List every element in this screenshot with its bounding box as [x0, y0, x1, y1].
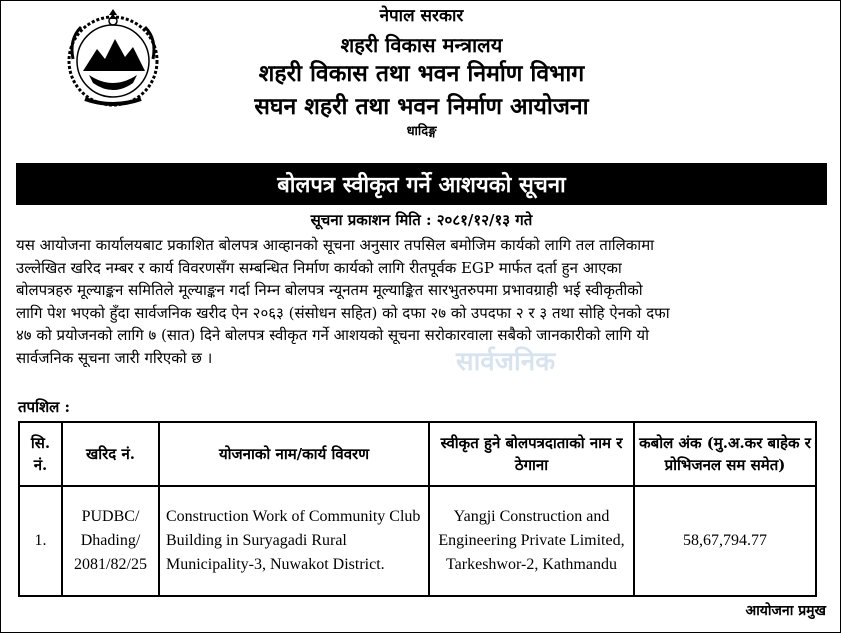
- ministry-title: शहरी विकास मन्त्रालय: [340, 33, 503, 57]
- project-title: सघन शहरी तथा भवन निर्माण आयोजना: [254, 93, 589, 120]
- header-work-name: योजनाको नाम/कार्य विवरण: [159, 422, 429, 486]
- notice-body-line: लागि पेश भएको हुँदा सार्वजनिक खरीद ऐन २०६३ (संसोधन सहित) को दफा २७ को उपदफा २ र ३ तथा सोहि ऐनको दफा: [16, 303, 670, 322]
- notice-body: [16, 234, 827, 369]
- notice-body-line: बोलपत्रहरु मूल्याङ्कन समितिले मूल्याङ्कन गर्दा निम्न बोलपत्र न्यूनतम मूल्याङ्कित सारभुतरुपमा प्रभावग्राही भई स्वीकृतीको: [16, 281, 643, 299]
- notice-body-line: सार्वजनिक सूचना जारी गरिएको छ ।: [16, 348, 213, 367]
- header-bid-amount: कबोल अंक (मु.अ.कर बाहेक र प्रोभिजनल सम समेत): [634, 422, 816, 486]
- details-label: तपशिल :: [18, 398, 71, 416]
- header-bidder: स्वीकृत हुने बोलपत्रदाताको नाम र ठेगाना: [429, 422, 634, 486]
- cell-procurement-no: PUDBC/ Dhading/ 2081/82/25: [62, 486, 159, 596]
- table-header-row: [19, 422, 816, 486]
- cell-work-name: Construction Work of Community Club Building in Suryagadi Rural Municipality-3, Nuwakot District.: [159, 486, 429, 596]
- tender-table: [18, 421, 817, 597]
- cell-serial-no: 1.: [19, 486, 62, 596]
- cell-bid-amount: 58,67,794.77: [634, 486, 816, 596]
- publication-date: सूचना प्रकाशन मिति : २०८१/१२/१३ गते: [310, 211, 533, 229]
- notice-title: बोलपत्र स्वीकृत गर्ने आशयको सूचना: [277, 172, 566, 198]
- government-title: नेपाल सरकार: [379, 6, 464, 26]
- notice-body-line: ४७ को प्रयोजनको लागि ७ (सात) दिने बोलपत्र स्वीकृत गर्ने आशयको सूचना सरोकारवाला सबैको जानकारीको लागि यो: [16, 326, 649, 344]
- department-title: शहरी विकास तथा भवन निर्माण विभाग: [258, 60, 585, 87]
- notice-title-banner: [16, 163, 827, 205]
- notice-body-line: उल्लेखित खरिद नम्बर र कार्य विवरणसँग सम्बन्धित निर्माण कार्यको लागि रीतपूर्वक EGP मार्फत दर्ता हुन आएका: [16, 258, 622, 277]
- cell-bidder: Yangji Construction and Engineering Private Limited, Tarkeshwor-2, Kathmandu: [429, 486, 634, 596]
- watermark: सार्वजनिक: [456, 347, 556, 377]
- office-location: धादिङ्ग: [406, 124, 437, 139]
- table-row: [19, 486, 816, 596]
- notice-body-line: यस आयोजना कार्यालयबाट प्रकाशित बोलपत्र आव्हानको सूचना अनुसार तपसिल बमोजिम कार्यको लागि तल तालिकामा: [16, 236, 655, 254]
- header-serial-no: सि. नं.: [19, 422, 62, 486]
- signature-label: आयोजना प्रमुख: [745, 603, 826, 619]
- header-procurement-no: खरिद नं.: [62, 422, 159, 486]
